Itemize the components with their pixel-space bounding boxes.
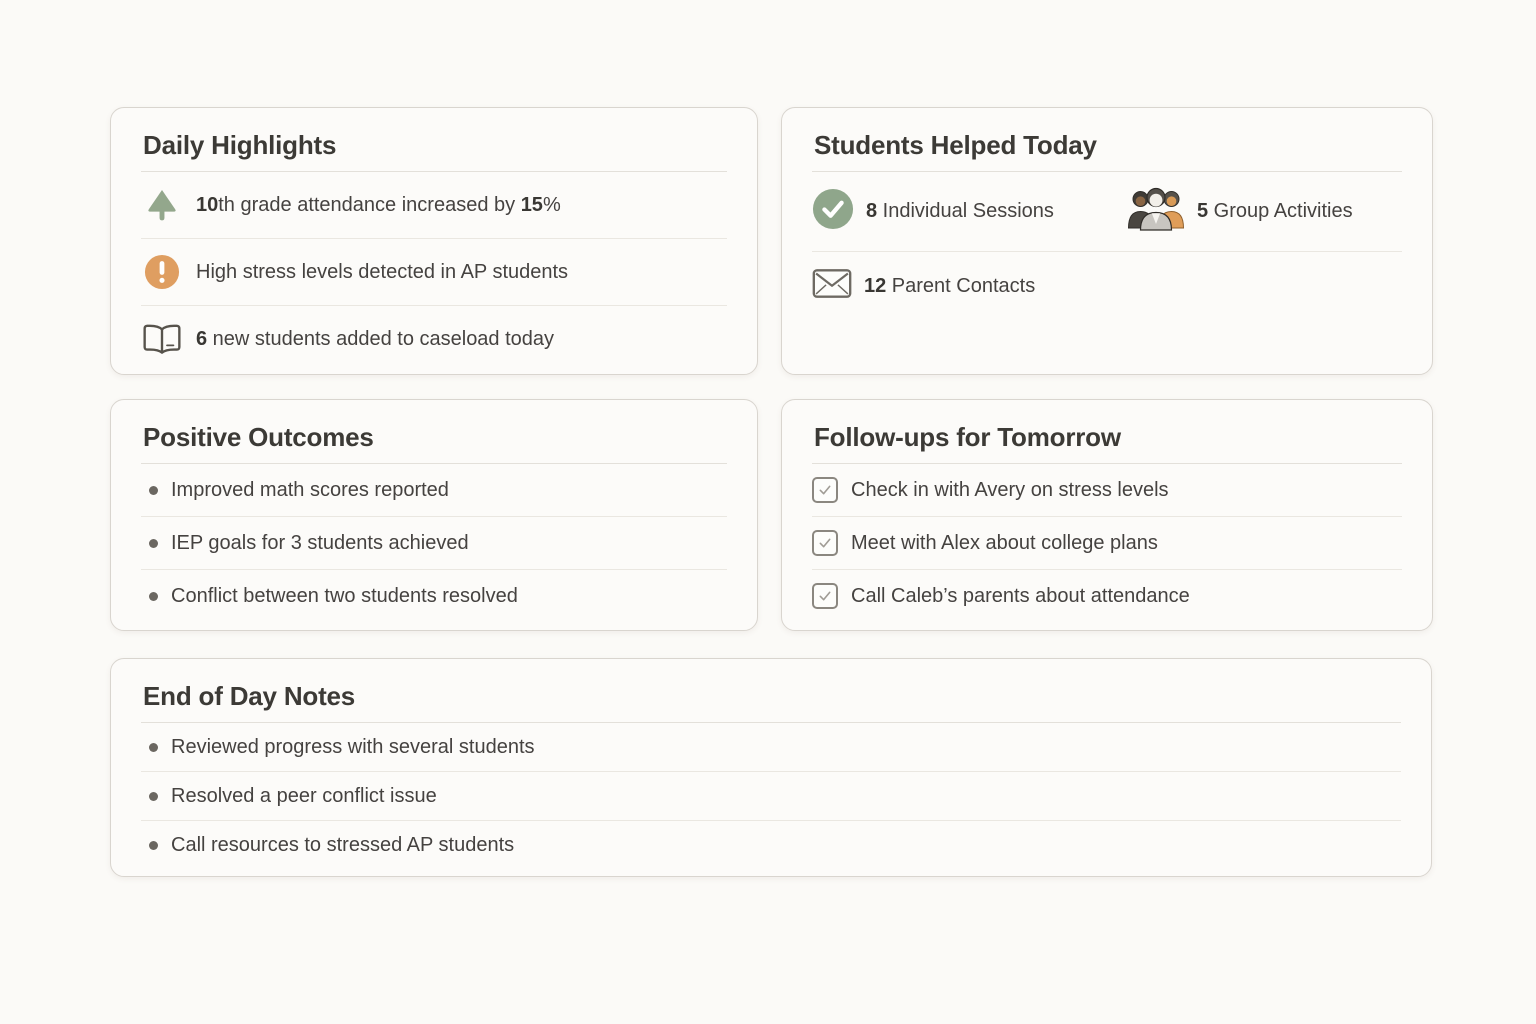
highlight-item <box>141 239 727 305</box>
followup-text: Check in with Avery on stress levels <box>851 478 1169 501</box>
card-positive-outcomes <box>110 399 758 631</box>
followup-item <box>812 464 1402 516</box>
card-title: Follow-ups for Tomorrow <box>814 422 1121 452</box>
bullet-icon <box>149 743 158 752</box>
note-item <box>141 772 1401 820</box>
stat-text: 5 Group Activities <box>1197 200 1353 222</box>
card-followups <box>781 399 1433 631</box>
bullet-icon <box>149 592 158 601</box>
list-item <box>141 464 727 516</box>
stat-parent-contacts <box>812 268 1035 304</box>
card-title: Positive Outcomes <box>143 422 374 452</box>
checkbox[interactable] <box>812 583 838 609</box>
list-item <box>141 570 727 622</box>
stat-text: 12 Parent Contacts <box>864 274 1036 297</box>
note-item <box>141 723 1401 771</box>
stat-group-activities <box>1127 186 1353 237</box>
bullet-icon <box>149 486 158 495</box>
card-students-helped <box>781 107 1433 375</box>
checkbox[interactable] <box>812 477 838 503</box>
list-item-text: Conflict between two students resolved <box>171 584 518 607</box>
check-circle-icon <box>812 188 854 235</box>
book-icon <box>141 322 183 356</box>
stats-row <box>812 172 1402 251</box>
followup-item <box>812 570 1402 622</box>
note-item <box>141 821 1401 869</box>
card-title: Daily Highlights <box>143 130 337 160</box>
highlight-text: High stress levels detected in AP students <box>196 260 569 283</box>
card-daily-highlights <box>110 107 758 375</box>
highlight-item <box>141 306 727 372</box>
card-title: Students Helped Today <box>814 130 1097 160</box>
list-item-text: IEP goals for 3 students achieved <box>171 531 469 554</box>
stat-individual-sessions <box>812 188 1127 235</box>
group-icon <box>1127 186 1185 237</box>
stat-text: 8 Individual Sessions <box>866 200 1054 222</box>
checkbox[interactable] <box>812 530 838 556</box>
stats-row <box>812 252 1402 320</box>
envelope-icon <box>812 268 852 304</box>
alert-icon <box>141 254 183 290</box>
note-text: Call resources to stressed AP students <box>171 833 515 856</box>
note-text: Resolved a peer conflict issue <box>171 784 437 807</box>
followup-text: Call Caleb’s parents about attendance <box>851 584 1190 607</box>
bullet-icon <box>149 539 158 548</box>
list-item <box>141 517 727 569</box>
bullet-icon <box>149 841 158 850</box>
card-end-of-day-notes <box>110 658 1432 877</box>
highlight-text: 10th grade attendance increased by 15% <box>196 193 561 216</box>
note-text: Reviewed progress with several students <box>171 735 535 758</box>
highlight-item <box>141 172 727 238</box>
followup-item <box>812 517 1402 569</box>
list-item-text: Improved math scores reported <box>171 478 449 501</box>
trend-up-icon <box>141 187 183 223</box>
followup-text: Meet with Alex about college plans <box>851 531 1158 554</box>
highlight-text: 6 new students added to caseload today <box>196 327 555 350</box>
card-title: End of Day Notes <box>143 681 356 711</box>
bullet-icon <box>149 792 158 801</box>
